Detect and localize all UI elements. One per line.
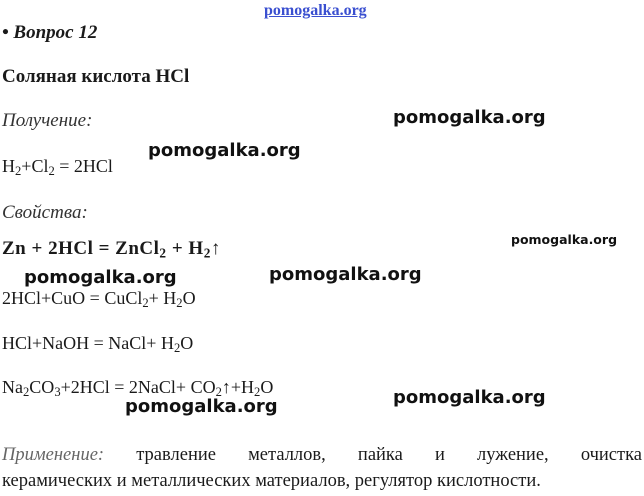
watermark: pomogalka.org — [393, 387, 546, 408]
equation-cuo: 2HCl+CuO = CuCl$_2$+ $H_2O$ — [2, 288, 196, 311]
obtaining-label: Получение: — [2, 110, 93, 131]
page-title: Соляная кислота HCl — [2, 66, 190, 87]
watermark: pomogalka.org — [393, 107, 546, 128]
watermark: pomogalka.org — [24, 267, 177, 288]
watermark-top[interactable]: pomogalka.org — [264, 2, 367, 19]
application-line-2: керамических и металлических материалов, регулятор кислотности. — [2, 471, 541, 491]
watermark: pomogalka.org — [148, 140, 301, 161]
watermark: pomogalka.org — [511, 232, 618, 247]
properties-label: Свойства: — [2, 202, 88, 223]
application-label: Применение: — [2, 445, 105, 465]
equation-naoh: HCl+NaOH = NaCl+ $H_2O$ — [2, 333, 194, 356]
equation-obtaining: $H_2+Cl_2 = 2HCl$ — [2, 156, 113, 179]
application-line-1 — [2, 442, 642, 468]
question-heading: • Вопрос 12 — [2, 22, 98, 43]
watermark: pomogalka.org — [269, 264, 422, 285]
equation-zn: Zn + 2HCl = ZnCl$_2$ + $H_2↑$ — [2, 238, 221, 261]
watermark: pomogalka.org — [125, 396, 278, 417]
application-text-1: травление металлов, пайка и лужение, очистка — [136, 445, 643, 465]
equation-na2co3: $Na_2CO_3+2HCl$ = 2NaCl+ $CO_2↑+H_2O$ — [2, 377, 274, 400]
